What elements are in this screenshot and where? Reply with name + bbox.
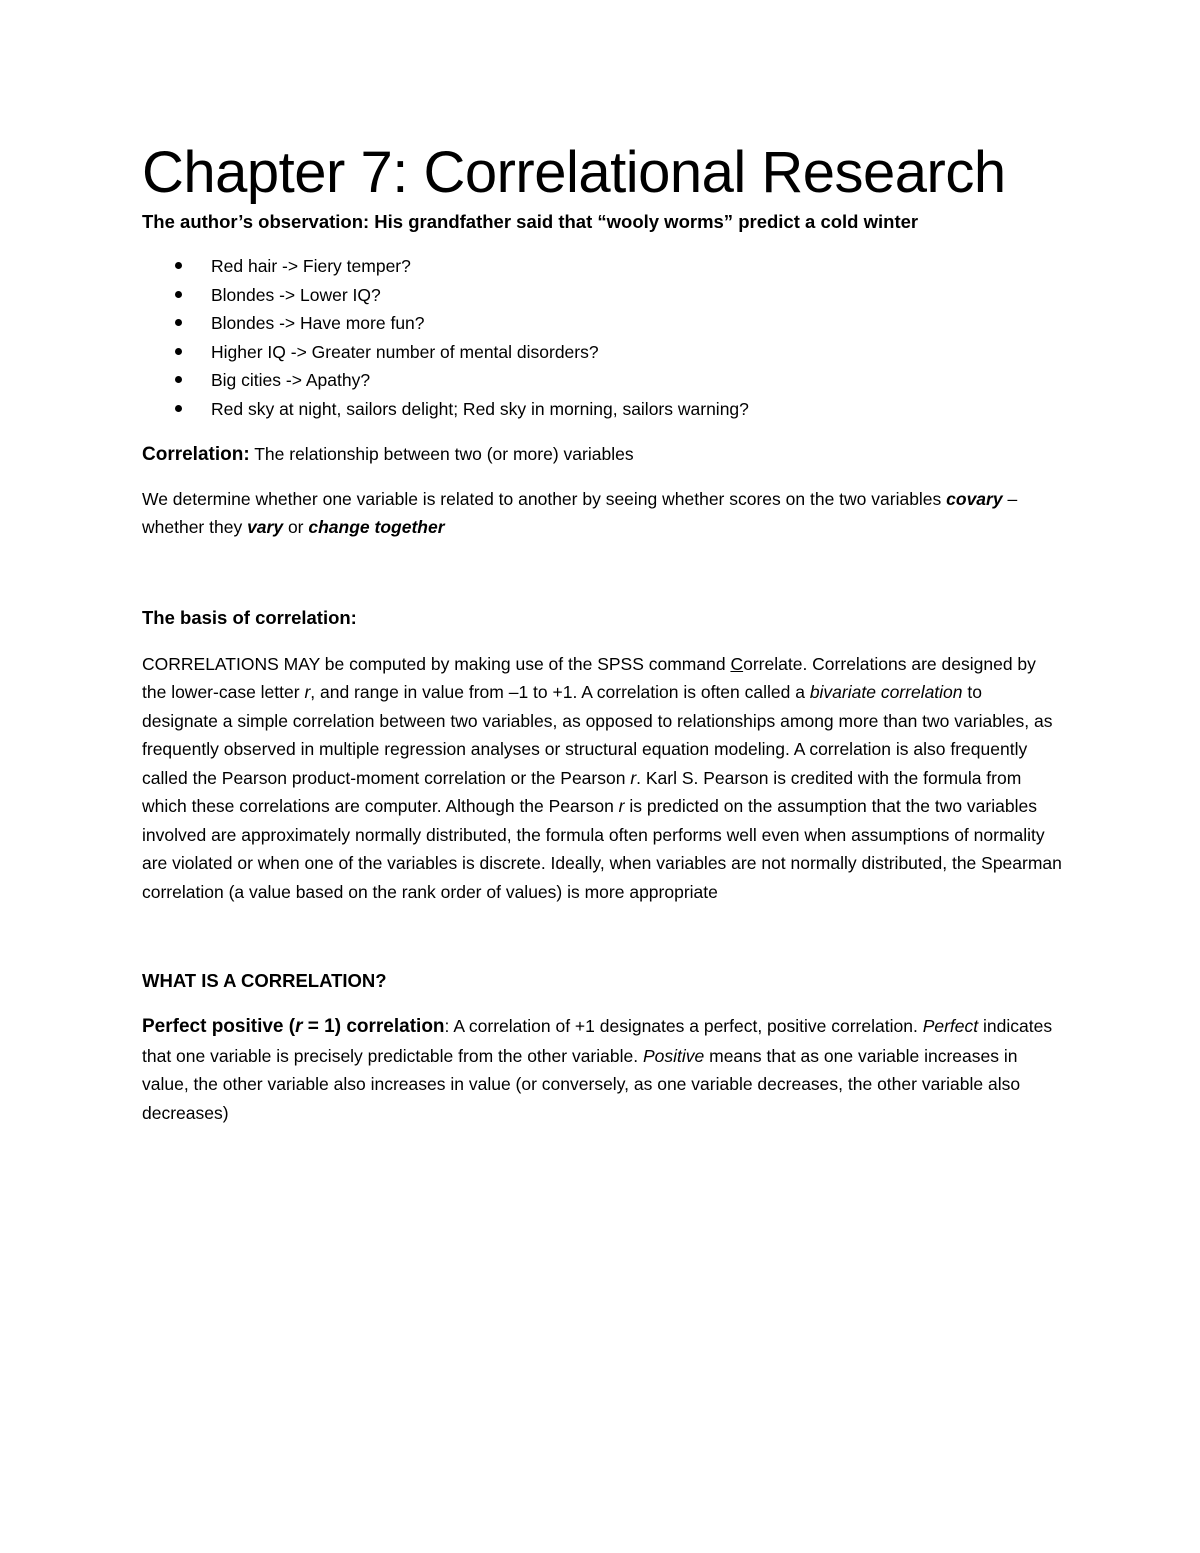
bivariate-term: bivariate correlation [809, 682, 963, 702]
bullet-icon [175, 376, 182, 383]
correlation-definition: Correlation: The relationship between two (or more) variables [142, 444, 634, 465]
basis-paragraph: CORRELATIONS MAY be computed by making use of the SPSS command Correlate. Correlations are designed by the lower-case letter r, and range in value from –1 to +1. A correlation is often called a bivariate correlation to designate a simple correlation between two variables, as opposed to relationships among more than two variables, as frequently observed in multiple regression analyses or structural equation modeling. A correlation is also frequently called the Pearson product-moment correlation or the Pearson r. Karl S. Pearson is credited with the formula from which these correlations are computer. Although the Pearson r is predicted on the assumption that the two variables involved are approximately normally distributed, the formula often performs well even when assumptions of normality are violated or when one of the variables is discrete. Ideally, when variables are not normally distributed, the Spearman correlation (a value based on the rank order of values) is more appropriate [142, 653, 1062, 902]
r-symbol: r [618, 796, 625, 816]
list-item: Big cities -> Apathy? [142, 366, 1062, 395]
correlation-label: Correlation: [142, 444, 250, 465]
author-observation: The author’s observation: His grandfather said that “wooly worms” predict a cold winter [142, 211, 919, 232]
page-title: Chapter 7: Correlational Research [142, 140, 1006, 205]
r-symbol: r [295, 1016, 303, 1037]
r-symbol: r [304, 682, 311, 702]
correlate-command-initial: C [730, 653, 744, 674]
bullet-icon [175, 291, 182, 298]
change-together-term: change together [308, 517, 445, 537]
positive-term: Positive [642, 1045, 705, 1066]
basis-heading: The basis of correlation: [142, 606, 357, 628]
bullet-icon [175, 262, 182, 269]
list-item: Higher IQ -> Greater number of mental disorders? [142, 338, 1062, 367]
bullet-list [142, 252, 1062, 423]
bullet-icon [175, 319, 182, 326]
covary-paragraph: We determine whether one variable is related to another by seeing whether scores on the two variables covary – whether they vary or change together [142, 488, 1018, 537]
perfect-term: Perfect [922, 1016, 979, 1036]
list-item: Red hair -> Fiery temper? [142, 252, 1062, 281]
covary-term: covary [946, 488, 1003, 509]
bullet-icon [175, 348, 182, 355]
correlate-command-rest: orrelate [743, 653, 803, 674]
perfect-positive-paragraph: Perfect positive (r = 1) correlation: A correlation of +1 designates a perfect, positive correlation. Perfect indicates that one variable is precisely predictable from the other variable. Positive means that as one variable increases in value, the other variable also increases in value (or conversely, as one variable decreases, the other variable also decreases) [142, 1016, 1053, 1123]
list-item: Blondes -> Have more fun? [142, 309, 1062, 338]
list-item: Red sky at night, sailors delight; Red sky in morning, sailors warning? [142, 395, 1062, 424]
vary-term: vary [247, 517, 284, 537]
document-page [142, 138, 1062, 1127]
bullet-icon [175, 405, 182, 412]
perfect-positive-label: Perfect positive (r = 1) correlation [142, 1016, 445, 1037]
r-symbol: r [630, 767, 637, 788]
what-heading: WHAT IS A CORRELATION? [142, 970, 387, 991]
list-item: Blondes -> Lower IQ? [142, 281, 1062, 310]
